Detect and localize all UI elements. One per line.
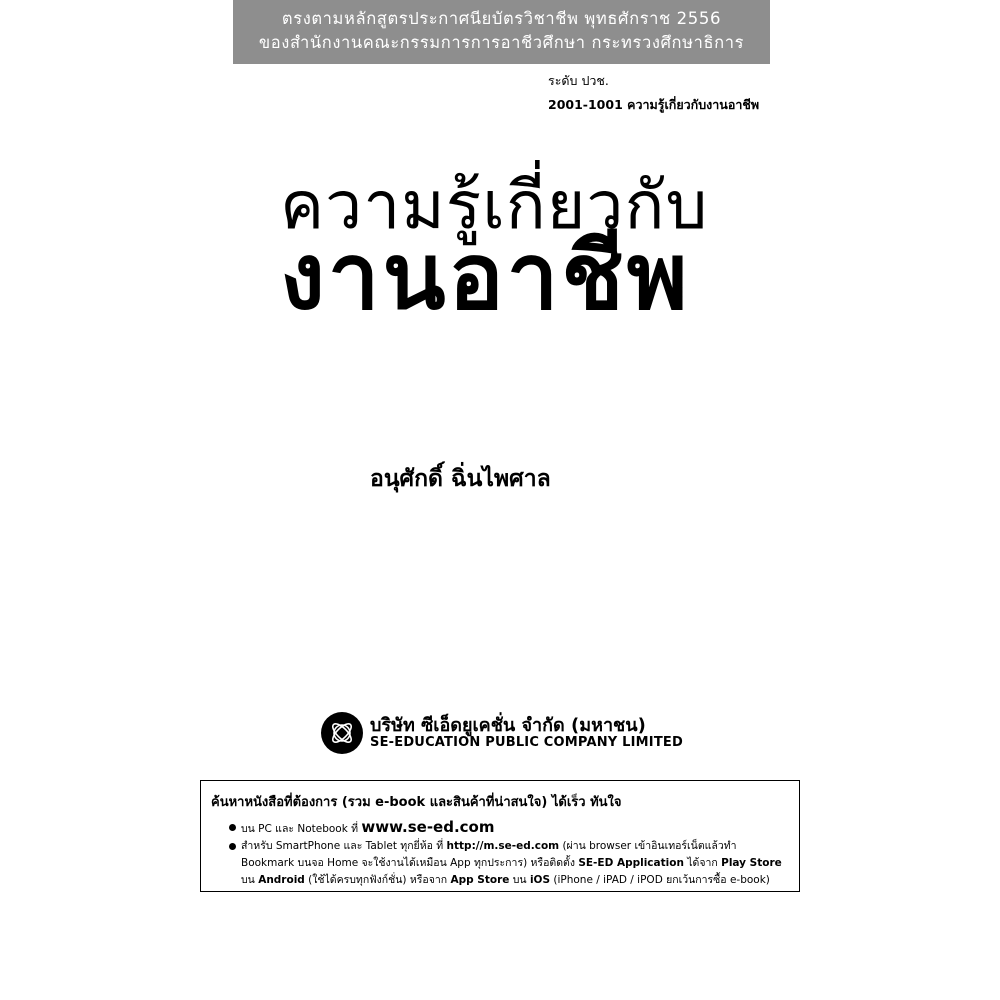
book-title-line-2: งานอาชีพ [280, 223, 691, 330]
bullet-text: (iPhone / iPAD / iPOD ยกเว้นการซื้อ e-book) [550, 874, 770, 886]
app-store-name: App Store [450, 874, 510, 886]
course-code-title: 2001-1001 ความรู้เกี่ยวกับงานอาชีพ [548, 97, 760, 112]
book-title-line-1: ความรู้เกี่ยวกับ [280, 167, 709, 244]
banner-line-1: ตรงตามหลักสูตรประกาศนียบัตรวิชาชีพ พุทธศักราช 2556 [281, 9, 722, 28]
bullet-icon [229, 824, 236, 831]
app-name: SE-ED Application [578, 857, 684, 869]
bullet-text: บน PC และ Notebook ที่ [241, 823, 362, 835]
publisher-name-english: SE-EDUCATION PUBLIC COMPANY LIMITED [370, 735, 683, 750]
bullet-text: สำหรับ SmartPhone และ Tablet ทุกยี่ห้อ ที่ [241, 840, 447, 852]
ios-name: iOS [529, 874, 551, 886]
bullet-text: (ผ่าน browser เข้าอินเทอร์เน็ตแล้วทำ [559, 840, 737, 852]
website-link[interactable]: www.se-ed.com [361, 818, 495, 836]
course-level: ระดับ ปวช. [548, 73, 609, 88]
info-bullet-mobile-cont-1 [211, 855, 799, 872]
mobile-site-link[interactable]: http://m.se-ed.com [446, 840, 560, 852]
author-name: อนุศักดิ์ ฉิ่นไพศาล [370, 466, 551, 492]
android-name: Android [258, 874, 305, 886]
banner-line-2: ของสำนักงานคณะกรรมการการอาชีวศึกษา กระทรวงศึกษาธิการ [258, 33, 745, 52]
info-bullet-mobile-cont-2 [211, 872, 799, 889]
bullet-text: บน [509, 874, 530, 886]
publisher-name-thai: บริษัท ซีเอ็ดยูเคชั่น จำกัด (มหาชน) [370, 715, 646, 736]
bullet-text: ได้จาก [683, 857, 722, 869]
bullet-text: (ใช้ได้ครบทุกฟังก์ชั่น) หรือจาก [304, 874, 451, 886]
play-store-name: Play Store [721, 857, 782, 869]
info-bullet-mobile [211, 838, 799, 855]
info-bullet-pc [211, 819, 799, 838]
bullet-text: บน [241, 874, 259, 886]
curriculum-banner [233, 0, 770, 64]
info-heading: ค้นหาหนังสือที่ต้องการ (รวม e-book และสินค้าที่น่าสนใจ) ได้เร็ว ทันใจ [211, 795, 622, 810]
bullet-text: Bookmark บนจอ Home จะใช้งานได้เหมือน App ทุกประการ) หรือติดตั้ง [241, 857, 579, 869]
bullet-icon [229, 843, 236, 850]
se-ed-logo-icon [321, 712, 363, 754]
search-info-box [200, 780, 800, 892]
